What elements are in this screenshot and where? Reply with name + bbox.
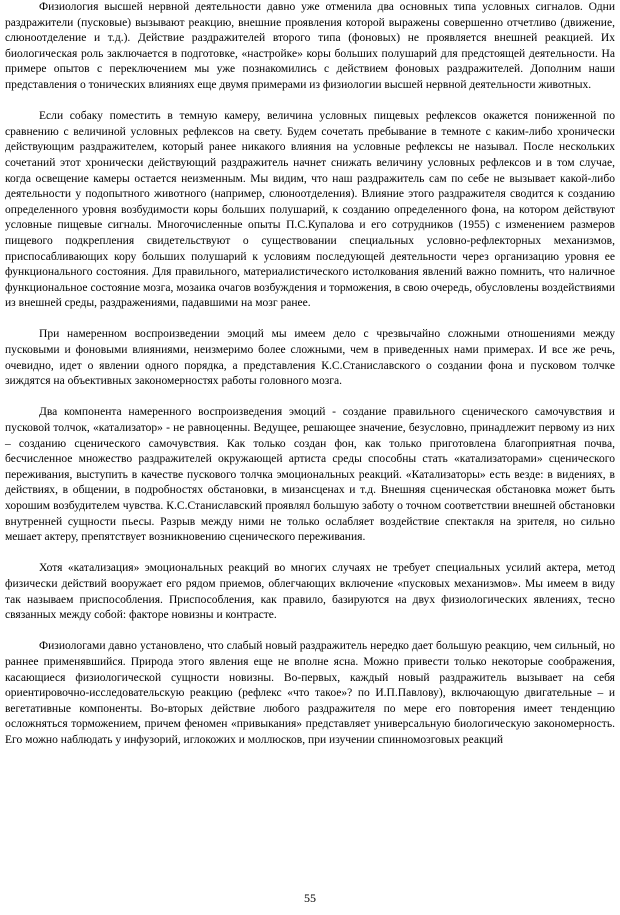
paragraph-emotion-reproduction: При намеренном воспроизведении эмоций мы имеем дело с чрезвычайно сложными отношениями между пусковыми и фоновыми влияниями, неизмеримо более сложными, чем в приведенных нами примерах. И все же речь, очевидно, идет о явлении одного порядка, а представления К.С.Станиславского о создании фона и пусковом толчке зиждятся на объективных закономерностях работы головного мозга.	[5, 328, 615, 388]
page-number: 55	[304, 891, 316, 905]
paragraph-dark-chamber-experiment: Если собаку поместить в темную камеру, величина условных пищевых рефлексов окажется пониженной по сравнению с величиной условных рефлексов на свету. Будем сочетать пребывание в темноте с каким-либо хронически действующим раздражителем, который ранее никакого влияния на условные рефлексы не называл. После нескольких сочетаний этот хронически действующий раздражитель начнет снижать величину условных рефлексов и в том случае, когда освещение камеры остается неизменным. Мы видим, что наш раздражитель сам по себе не вызывает какой-либо деятельности у подопытного животного (например, слюноотделения). Влияние этого раздражителя сводится к созданию определенного уровня возбудимости коры больших полушарий, к созданию определенного фона, на котором действуют условные пищевые сигналы. Многочисленные опыты П.С.Купалова и его сотрудников (1955) с изменением размеров пищевого подкрепления свидетельствуют о существовании специальных условно-рефлекторных механизмов, приспосабливающих кору больших полушарий к условиям последующей деятельности через организацию уровня ее функционального состояния. Для правильного, материалистического истолкования явлений важно помнить, что наличное функциональное состояние мозга, мозаика очагов возбуждения и торможения, в свою очередь, обусловлены воздействиями из внешней среды, раздражениями, падавшими на мозг ранее.	[5, 110, 615, 310]
paragraph-catalysis: Хотя «катализация» эмоциональных реакций во многих случаях не требует специальных усилий актера, метод физически действий вооружает его рядом приемов, облегчающих включение «пусковых механизмов». Мы имеем в виду так называем приспособления. Приспособления, как правило, базируются на двух физиологических явлениях, тесно связанных между собой: факторе новизны и контрасте.	[5, 562, 615, 622]
paragraph-novelty-factor: Физиологами давно установлено, что слабый новый раздражитель нередко дает большую реакцию, чем сильный, но раннее применявшийся. Природа этого явления еще не вполне ясна. Можно привести только некоторые соображения, касающиеся физиологической сущности новизны. Во-первых, каждый новый раздражитель вызывает на себя ориентировочно-исследовательскую реакцию (рефлекс «что такое»? по И.П.Павлову), включающую двигательные – и вегетативные компоненты. Во-вторых действие любого раздражителя по мере его повторения имеет тенденцию осложняться торможением, причем феномен «привыкания» представляет универсальную биологическую закономерность. Его можно наблюдать у инфузорий, иглокожих и моллюсков, при изучении спинномозговых реакций	[5, 640, 615, 746]
paragraph-two-components: Два компонента намеренного воспроизведения эмоций - создание правильного сценического самочувствия и пусковой толчок, «катализатор» - не равноценны. Ведущее, решающее значение, безусловно, принадлежит первому из них – созданию сценического самочувствия. Как только создан фон, как только приготовлена благоприятная почва, бесчисленное множество раздражителей окружающей артиста среды способны стать «катализаторами» сценического переживания, выступить в качестве пускового толчка эмоциональных реакций. «Катализаторы» есть везде: в видениях, в действиях, в общении, в подробностях обстановки, в мизансценах и т.д. Внешняя сценическая обстановка может быть хорошим возбудителем чувства. К.С.Станиславский проявлял большую заботу о точном соответствии внешней обстановки внутренней сущности пьесы. Разрыв между ними не только ослабляет воздействие спектакля на зрителя, но сильно мешает актеру, препятствует возникновению сценического переживания.	[5, 406, 615, 544]
paragraph-background-stimuli: Физиология высшей нервной деятельности давно уже отменила два основных типа условных сигналов. Одни раздражители (пусковые) вызывают реакцию, внешние проявления которой выражены совершенно отчетливо (движение, слюноотделение и т.д.). Действие раздражителей второго типа (фоновых) не проявляется внешней реакцией. Их биологическая роль заключается в подготовке, «настройке» коры больших полушарий для предстоящей деятельности. На примере опытов с переключением мы уже познакомились с действием фоновых раздражителей. Дополним наши представления о тонических влияниях еще двумя примерами из физиологии высшей нервной деятельности животных.	[5, 1, 615, 91]
